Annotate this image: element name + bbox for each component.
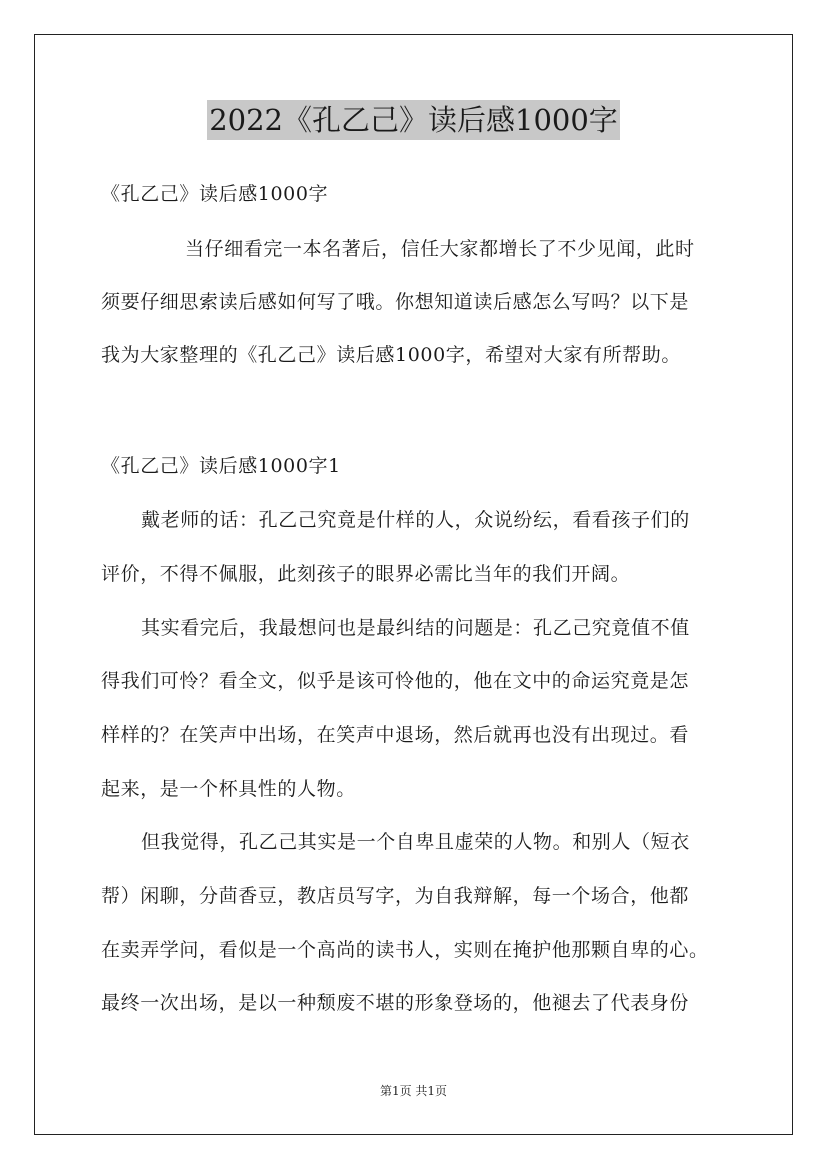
page-number-footer: 第1页 共1页 (379, 1084, 448, 1098)
paragraph-1-line-2: 评价，不得不佩服，此刻孩子的眼界必需比当年的我们开阔。 (101, 563, 631, 585)
intro-line-2: 须要仔细思索读后感如何写了哦。你想知道读后感怎么写吗？以下是 (101, 291, 690, 313)
paragraph-3-line-3: 在卖弄学问，看似是一个高尚的读书人，实则在掩护他那颗自卑的心。 (101, 939, 709, 961)
paragraph-2-line-2: 得我们可怜？看全文，似乎是该可怜他的，他在文中的命运究竟是怎 (101, 670, 690, 692)
section-heading: 《孔乙己》读后感1000字1 (101, 455, 341, 477)
document-subtitle: 《孔乙己》读后感1000字 (101, 183, 329, 205)
intro-line-3: 我为大家整理的《孔乙己》读后感1000字，希望对大家有所帮助。 (101, 344, 681, 366)
paragraph-3-line-2: 帮）闲聊，分茴香豆，教店员写字，为自我辩解，每一个场合，他都 (101, 885, 690, 907)
intro-line-1: 当仔细看完一本名著后，信任大家都增长了不少见闻，此时 (185, 238, 695, 260)
title-container (0, 100, 827, 140)
paragraph-3-line-1: 但我觉得，孔乙己其实是一个自卑且虚荣的人物。和别人（短衣 (141, 831, 690, 853)
paragraph-1-line-1: 戴老师的话：孔乙己究竟是什样的人，众说纷纭，看看孩子们的 (141, 509, 690, 531)
document-title: 2022《孔乙己》读后感1000字 (207, 100, 620, 140)
paragraph-2-line-3: 样样的？在笑声中出场，在笑声中退场，然后就再也没有出现过。看 (101, 724, 690, 746)
paragraph-2-line-4: 起来，是一个杯具性的人物。 (101, 778, 356, 800)
paragraph-2-line-1: 其实看完后，我最想问也是最纠结的问题是：孔乙己究竟值不值 (141, 617, 690, 639)
paragraph-3-line-4: 最终一次出场，是以一种颓废不堪的形象登场的，他褪去了代表身份 (101, 992, 690, 1014)
